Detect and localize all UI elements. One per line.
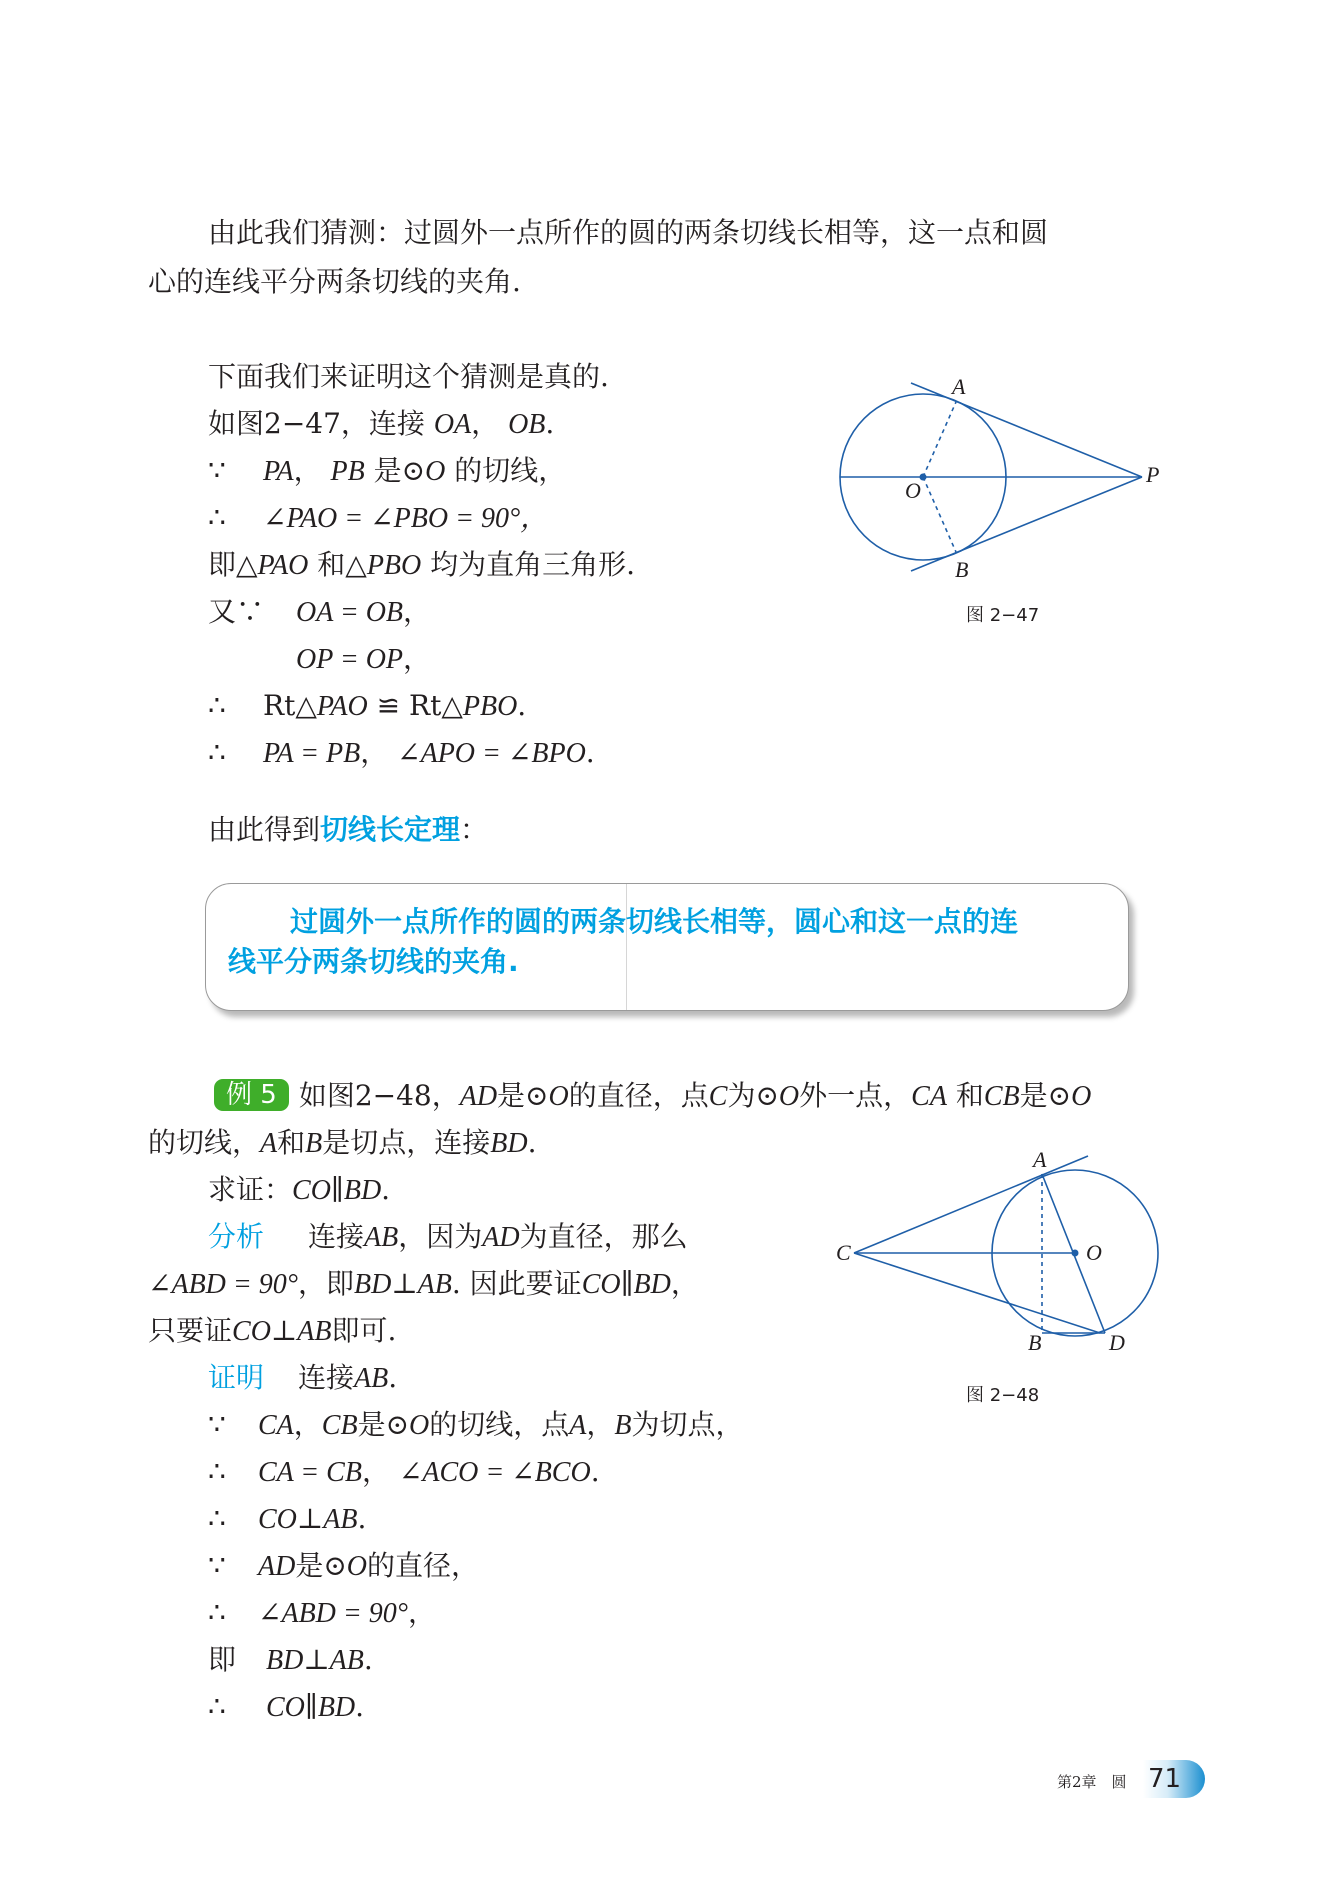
figure-2-48 xyxy=(830,1140,1170,1360)
proof1-line5: 即△PAO 和△PBO 均为直角三角形. xyxy=(208,548,636,581)
example5-line2: 的切线，A和B是切点，连接BD. xyxy=(148,1126,537,1159)
radius-oa xyxy=(923,402,956,477)
label-b-fig1: B xyxy=(955,557,969,582)
tangent-pa xyxy=(911,383,1142,477)
label-b-fig2: B xyxy=(1028,1330,1042,1355)
theorem-line1: 过圆外一点所作的圆的两条切线长相等，圆心和这一点的连 xyxy=(290,905,1019,938)
proof1-line6: 又∵ OA = OB， xyxy=(208,595,432,628)
label-o-fig2: O xyxy=(1086,1240,1102,1265)
figure-2-47-caption: 图 2−47 xyxy=(966,605,1040,626)
tangent-cb xyxy=(854,1253,1100,1333)
proof2-line2: ∵ CA，CB是⊙O的切线，点A，B为切点， xyxy=(208,1408,744,1441)
analysis-line1: 分析 连接AB，因为AD为直径，那么 xyxy=(208,1217,688,1258)
proof1-line3: ∵ PA， PB 是⊙O 的切线， xyxy=(208,454,567,487)
proof1-intro: 下面我们来证明这个猜测是真的. xyxy=(208,360,609,393)
proof2-line1: 证明 连接AB. xyxy=(208,1358,397,1399)
figure-2-47 xyxy=(820,360,1180,590)
label-a-fig1: A xyxy=(952,374,966,399)
example5-line1: 例 5 如图2−48，AD是⊙O的直径，点C为⊙O外一点，CA 和CB是⊙O xyxy=(214,1076,1091,1117)
label-o-fig1: O xyxy=(905,478,921,503)
analysis-line3: 只要证CO⊥AB即可. xyxy=(148,1314,397,1347)
proof2-line4: ∴ CO⊥AB. xyxy=(208,1502,367,1535)
proof2-line7: 即 BD⊥AB. xyxy=(208,1643,373,1676)
para1-line1: 由此我们猜测：过圆外一点所作的圆的两条切线长相等，这一点和圆 xyxy=(208,216,1049,249)
analysis-label: 分析 xyxy=(208,1220,265,1253)
para1-line2: 心的连线平分两条切线的夹角. xyxy=(148,265,521,298)
label-d-fig2: D xyxy=(1109,1330,1125,1355)
theorem-intro: 由此得到切线长定理： xyxy=(208,813,489,846)
radius-ob xyxy=(923,477,956,552)
label-c-fig2: C xyxy=(836,1240,851,1265)
center-dot-fig2 xyxy=(1072,1250,1079,1257)
theorem-name: 切线长定理 xyxy=(320,813,461,846)
example5-prove: 求证：CO∥BD. xyxy=(208,1173,391,1206)
proof1-line9: ∴ PA = PB， ∠APO = ∠BPO. xyxy=(208,736,595,769)
example-badge: 例 5 xyxy=(214,1079,289,1111)
proof1-line4: ∴ ∠PAO = ∠PBO = 90°， xyxy=(208,501,549,534)
tangent-pb xyxy=(911,477,1142,571)
label-p-fig1: P xyxy=(1146,462,1160,487)
label-a-fig2: A xyxy=(1033,1147,1047,1172)
proof2-line6: ∴ ∠ABD = 90°， xyxy=(208,1596,436,1629)
figure-2-48-caption: 图 2−48 xyxy=(966,1385,1040,1406)
proof-label: 证明 xyxy=(208,1361,265,1394)
proof2-line8: ∴ CO∥BD. xyxy=(208,1690,365,1723)
proof1-line8: ∴ Rt△PAO ≌ Rt△PBO. xyxy=(208,689,527,722)
theorem-line2: 线平分两条切线的夹角. xyxy=(228,945,519,978)
proof1-line7: OP = OP， xyxy=(296,642,432,675)
proof2-line5: ∵ AD是⊙O的直径， xyxy=(208,1549,480,1582)
theorem-box xyxy=(205,883,1129,1011)
footer-chapter: 第2章 圆 xyxy=(1057,1773,1127,1791)
analysis-line2: ∠ABD = 90°，即BD⊥AB. 因此要证CO∥BD， xyxy=(148,1267,699,1300)
page-number: 71 xyxy=(1148,1764,1182,1794)
proof1-line2: 如图2−47，连接 OA， OB. xyxy=(208,407,555,440)
proof2-line3: ∴ CA = CB， ∠ACO = ∠BCO. xyxy=(208,1455,600,1488)
tangent-ca xyxy=(854,1156,1088,1253)
